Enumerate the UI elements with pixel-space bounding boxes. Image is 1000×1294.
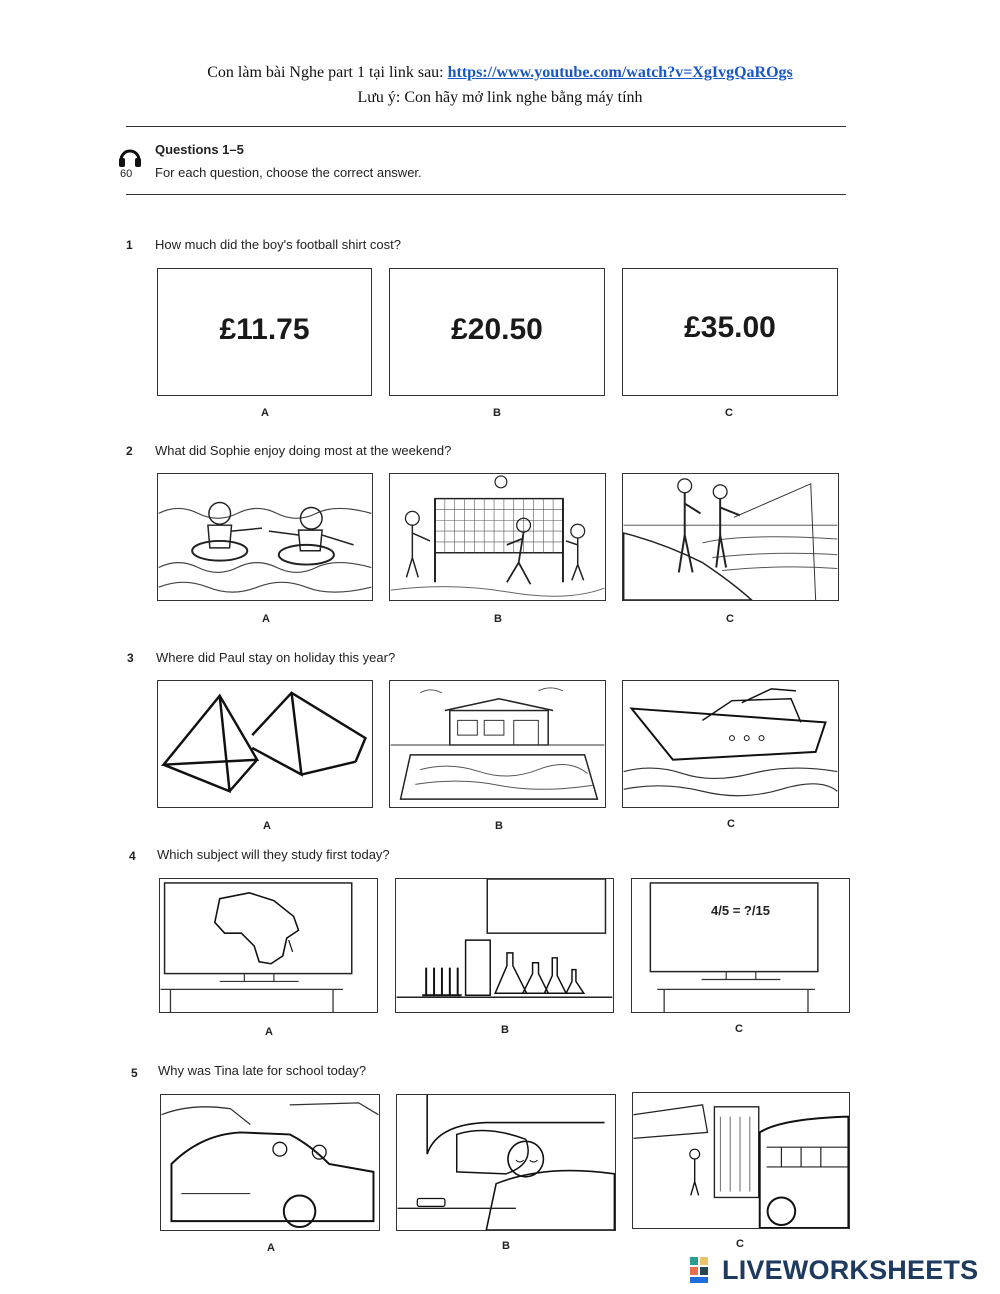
option-box-q2-a[interactable] xyxy=(157,473,373,601)
option-box-q4-c[interactable] xyxy=(631,878,850,1013)
option-label: C xyxy=(735,1023,743,1035)
option-label: C xyxy=(727,818,735,830)
traffic-jam-picture xyxy=(161,1095,379,1230)
option-label: A xyxy=(267,1242,275,1254)
question-text: Why was Tina late for school today? xyxy=(158,1063,367,1078)
africa-map-picture xyxy=(160,879,377,1012)
headphones-icon xyxy=(116,144,144,184)
option-label: A xyxy=(262,613,270,625)
option-box-q1-c[interactable] xyxy=(622,268,838,396)
question-number: 4 xyxy=(129,849,136,863)
intro-line-1 xyxy=(0,60,1000,85)
tents-picture xyxy=(158,681,372,807)
question-number: 2 xyxy=(126,444,133,458)
logo-blocks-icon xyxy=(690,1257,718,1283)
intro-prefix: Con làm bài Nghe part 1 tại link sau: xyxy=(207,64,448,81)
fishing-picture xyxy=(623,474,838,600)
question-number: 5 xyxy=(131,1066,138,1080)
intro-block xyxy=(0,60,1000,110)
youtube-link[interactable]: https://www.youtube.com/watch?v=XgIvgQaROgs xyxy=(447,64,793,81)
maths-equation: 4/5 = ?/15 xyxy=(711,903,770,918)
top-divider xyxy=(126,126,846,127)
liveworksheets-logo xyxy=(690,1255,978,1285)
option-box-q2-b[interactable] xyxy=(389,473,606,601)
maths-screen-picture xyxy=(632,879,849,1012)
option-label: C xyxy=(725,407,733,419)
option-label: A xyxy=(265,1026,273,1038)
volleyball-picture xyxy=(390,474,605,600)
question-text: How much did the boy's football shirt cost? xyxy=(155,237,401,252)
option-label: C xyxy=(726,613,734,625)
option-label: A xyxy=(263,820,271,832)
option-box-q1-b[interactable] xyxy=(389,268,605,396)
option-box-q1-a[interactable] xyxy=(157,268,372,396)
sleeping-picture xyxy=(397,1095,615,1230)
option-box-q3-b[interactable] xyxy=(389,680,606,808)
option-label: A xyxy=(261,407,269,419)
option-label: B xyxy=(493,407,501,419)
option-box-q5-a[interactable] xyxy=(160,1094,380,1231)
hotel-pool-picture xyxy=(390,681,605,807)
header-divider xyxy=(126,194,846,195)
option-box-q3-c[interactable] xyxy=(622,680,839,808)
option-label: B xyxy=(495,820,503,832)
option-label: C xyxy=(736,1238,744,1250)
question-number: 3 xyxy=(127,651,134,665)
option-label: B xyxy=(494,613,502,625)
track-number: 60 xyxy=(120,168,133,180)
option-box-q2-c[interactable] xyxy=(622,473,839,601)
instruction-text: For each question, choose the correct answer. xyxy=(155,165,422,180)
intro-line-2: Lưu ý: Con hãy mở link nghe bằng máy tính xyxy=(357,89,643,106)
logo-text: LIVEWORKSHEETS xyxy=(722,1254,979,1285)
option-box-q5-c[interactable] xyxy=(632,1092,850,1229)
questions-title: Questions 1–5 xyxy=(155,142,244,157)
option-box-q3-a[interactable] xyxy=(157,680,373,808)
question-text: Where did Paul stay on holiday this year? xyxy=(156,650,396,665)
bus-picture xyxy=(633,1093,849,1228)
question-text: What did Sophie enjoy doing most at the weekend? xyxy=(155,443,452,458)
option-label: B xyxy=(502,1240,510,1252)
question-number: 1 xyxy=(126,238,133,252)
option-box-q4-b[interactable] xyxy=(395,878,614,1013)
swimming-picture xyxy=(158,474,372,600)
option-label: B xyxy=(501,1024,509,1036)
boat-picture xyxy=(623,681,838,807)
option-box-q5-b[interactable] xyxy=(396,1094,616,1231)
option-box-q4-a[interactable] xyxy=(159,878,378,1013)
price-text: £20.50 xyxy=(451,313,543,346)
science-lab-picture xyxy=(396,879,613,1012)
price-text: £11.75 xyxy=(219,313,310,346)
price-text: £35.00 xyxy=(684,311,776,344)
question-text: Which subject will they study first today? xyxy=(157,847,390,862)
